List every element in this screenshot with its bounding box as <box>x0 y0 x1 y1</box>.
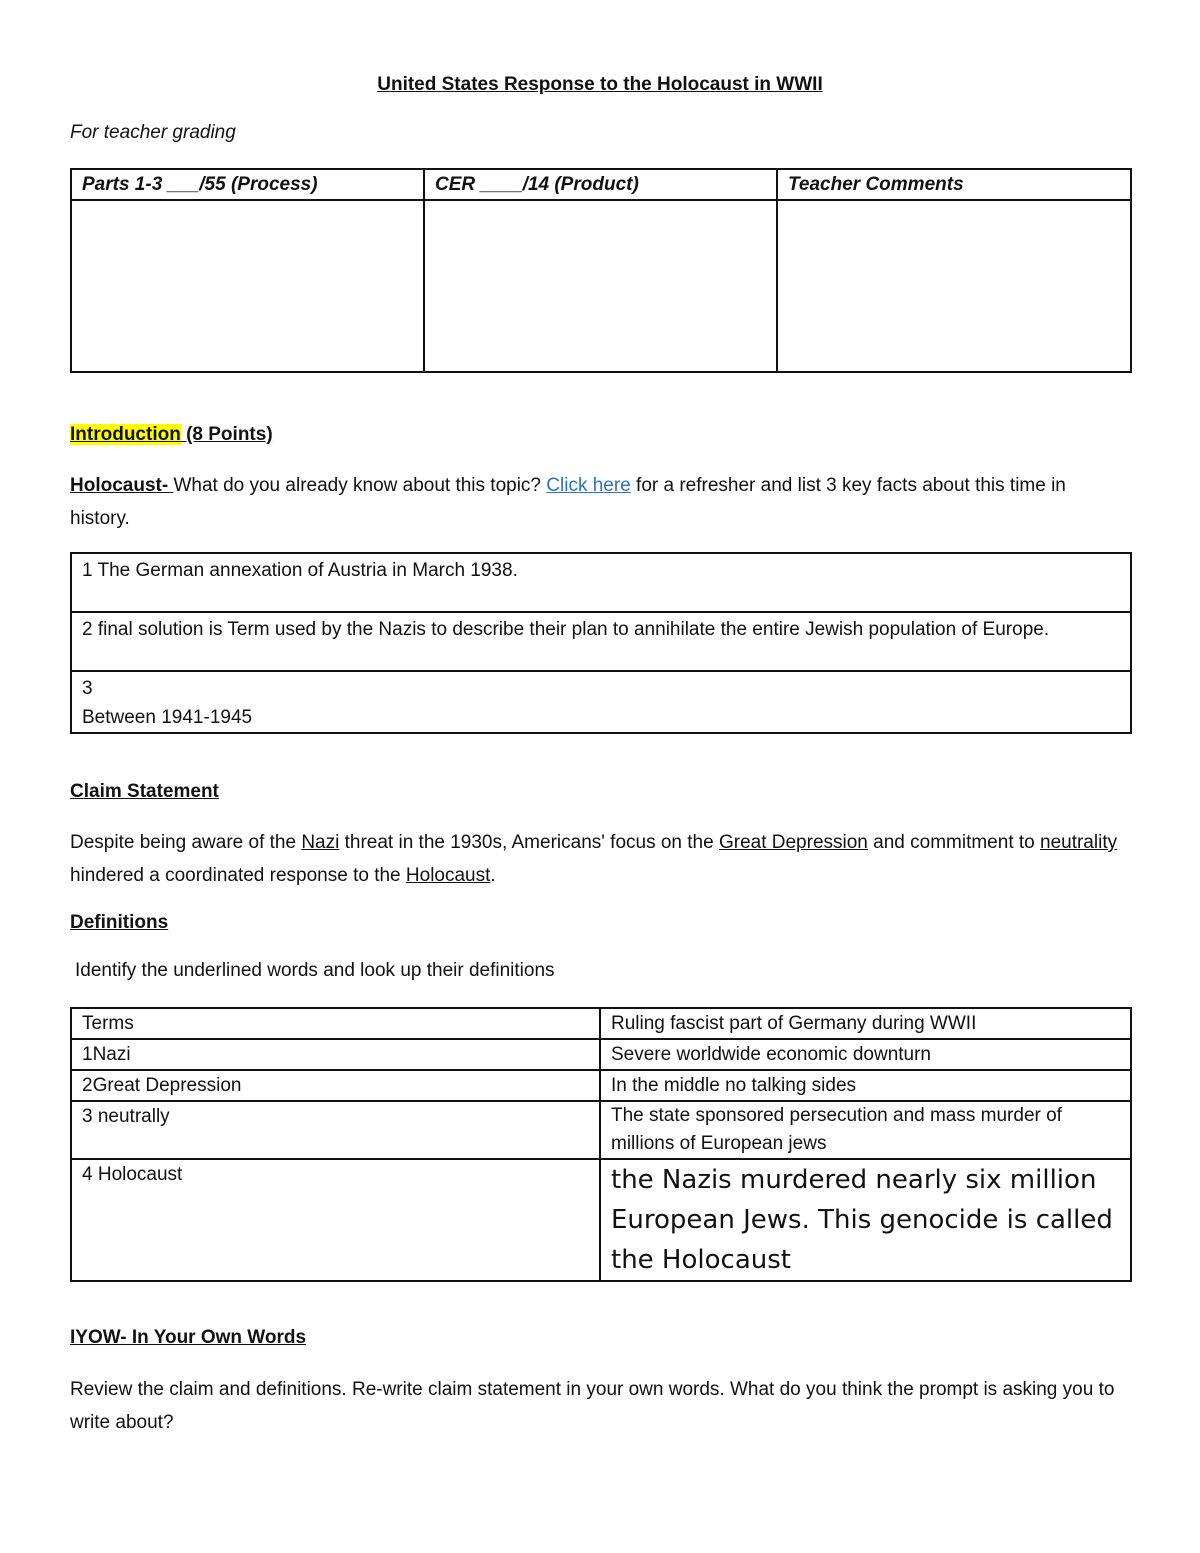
introduction-label: Introduction <box>70 424 181 445</box>
grading-table <box>70 168 1132 373</box>
document-subtitle: For teacher grading <box>70 122 236 143</box>
introduction-points: (8 Points) <box>180 424 273 445</box>
introduction-heading <box>70 424 273 446</box>
claim-term-holocaust: Holocaust <box>405 865 491 886</box>
claim-text: . <box>490 865 496 886</box>
term-cell[interactable]: Terms <box>71 1008 600 1039</box>
prompt-text-before: What do you already know about this topic? <box>173 475 547 496</box>
term-cell[interactable]: 4 Holocaust <box>71 1159 600 1281</box>
refresher-link[interactable]: Click here <box>546 475 631 496</box>
iyow-prompt: Review the claim and definitions. Re-write claim statement in your own words. What do you think the prompt is asking you to write about? <box>70 1379 1115 1433</box>
holocaust-label: Holocaust- <box>70 475 174 496</box>
claim-text: threat in the 1930s, Americans' focus on the <box>339 832 719 853</box>
definition-cell[interactable]: The state sponsored persecution and mass murder of millions of European jews <box>600 1101 1131 1159</box>
definition-cell[interactable]: Ruling fascist part of Germany during WWII <box>600 1008 1131 1039</box>
prompt-text-after: for a refresher and list 3 key facts about this time in history. <box>70 475 1066 529</box>
claim-term-neutrality: neutrality <box>1040 832 1118 853</box>
grading-cell-comments[interactable] <box>777 200 1131 372</box>
iyow-heading: IYOW- In Your Own Words <box>70 1327 307 1348</box>
term-cell[interactable]: 1Nazi <box>71 1039 600 1070</box>
claim-text: hindered a coordinated response to the <box>70 865 406 886</box>
grading-cell-process[interactable] <box>71 200 424 372</box>
grading-cell-product[interactable] <box>424 200 777 372</box>
fact-3-text: Between 1941-1945 <box>82 707 253 728</box>
key-facts-table <box>70 552 1132 734</box>
term-cell[interactable]: 2Great Depression <box>71 1070 600 1101</box>
definitions-heading: Definitions <box>70 912 169 933</box>
claim-text: Despite being aware of the <box>70 832 302 853</box>
claim-text: and commitment to <box>867 832 1040 853</box>
definitions-table <box>70 1007 1132 1282</box>
fact-3-number: 3 <box>82 678 93 699</box>
fact-2[interactable]: 2 final solution is Term used by the Nazis to describe their plan to annihilate the entire Jewish population of Europe. <box>71 612 1131 671</box>
definitions-instruction: Identify the underlined words and look up their definitions <box>75 960 555 981</box>
claim-term-nazi: Nazi <box>301 832 340 853</box>
fact-3[interactable] <box>71 671 1131 733</box>
introduction-prompt <box>70 469 1130 535</box>
grading-header-product: CER ____/14 (Product) <box>424 169 777 200</box>
grading-header-process: Parts 1-3 ___/55 (Process) <box>71 169 424 200</box>
document-title: United States Response to the Holocaust in WWII <box>377 74 823 95</box>
fact-1[interactable]: 1 The German annexation of Austria in March 1938. <box>71 553 1131 612</box>
definition-cell[interactable]: the Nazis murdered nearly six million European Jews. This genocide is called the Holocaust <box>600 1159 1131 1281</box>
claim-statement <box>70 826 1130 892</box>
definition-cell[interactable]: In the middle no talking sides <box>600 1070 1131 1101</box>
grading-header-comments: Teacher Comments <box>777 169 1131 200</box>
term-cell[interactable]: 3 neutrally <box>71 1101 600 1159</box>
claim-term-great-depression: Great Depression <box>718 832 868 853</box>
claim-heading: Claim Statement <box>70 781 219 802</box>
definition-cell[interactable]: Severe worldwide economic downturn <box>600 1039 1131 1070</box>
